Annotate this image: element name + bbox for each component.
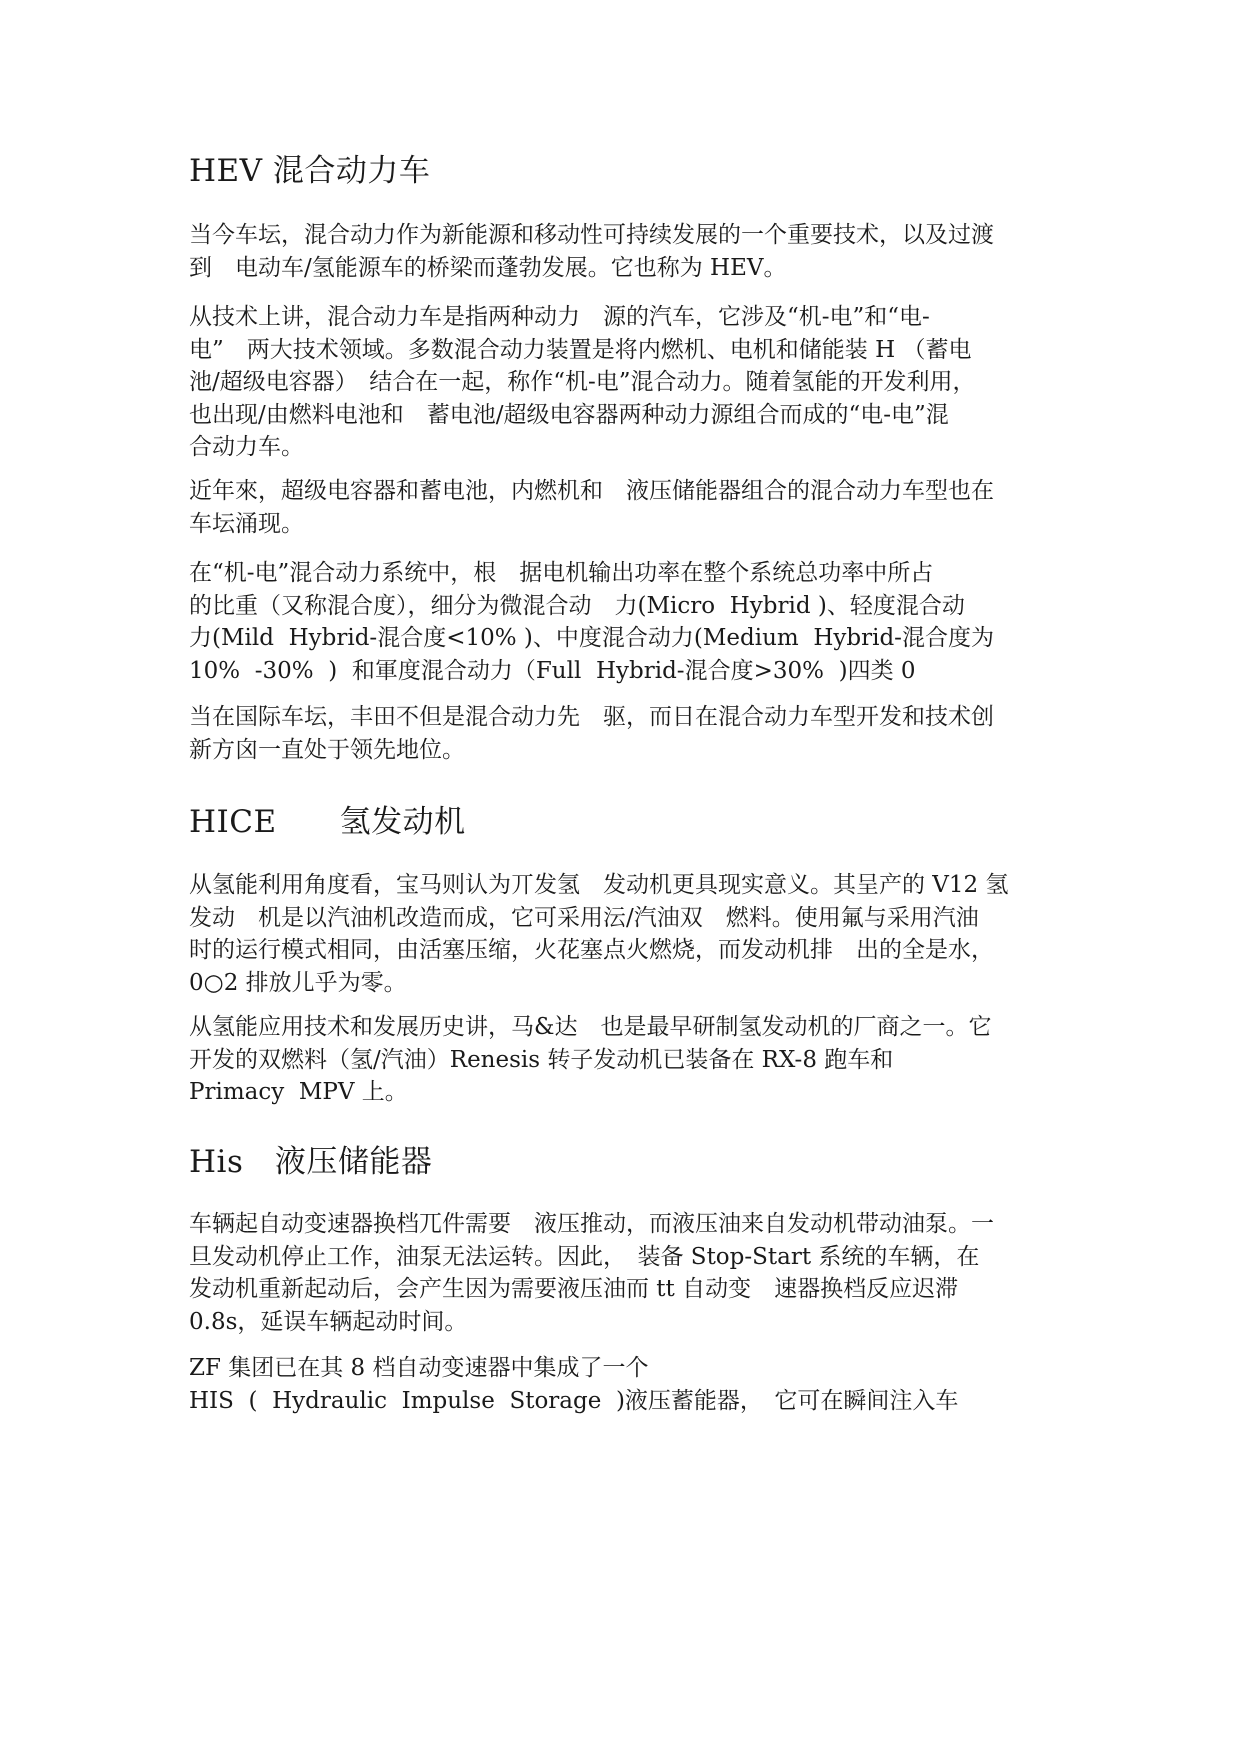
text-line: 在“机-电”混合动力系统中，根 据电机输出功率在整个系统总功率中所占 — [189, 560, 934, 586]
paragraph-hice-mazda — [189, 1011, 1059, 1109]
text-line: 当在国际车坛，丰田不但是混合动力先 驱，而日在混合动力车型开发和技术创 — [189, 704, 994, 730]
text-line: 10% -30% ) 和軍度混合动力（Full Hybrid-混合度>30% )四类 0 — [189, 657, 916, 684]
text-line: 从技术上讲，混合动力车是指两种动力 源的汽车，它涉及“机-电”和“电- — [189, 304, 930, 330]
paragraph-hev-hybrid-degree — [189, 557, 1059, 687]
text-line: 时的运行模式相同，由活塞压缩，火花塞点火燃烧，而发动机排 出的全是水， — [189, 937, 994, 963]
text-line: 池/超级电容器） 结合在一起，称作“机-电”混合动力。随着氢能的开发利用， — [189, 369, 976, 395]
paragraph-hice-bmw — [189, 869, 1059, 999]
text-line: 到 电动车/氢能源车的桥梁而蓬勃发展。它也称为 HEV。 — [189, 254, 787, 281]
text-line: 开发的双燃料（氢/汽油）Renesis 转子发动机已装备在 RX-8 跑车和 — [189, 1046, 894, 1073]
paragraph-hev-toyota — [189, 701, 1059, 766]
text-line: 合动力车。 — [189, 434, 304, 460]
text-line: 当今车坛，混合动力作为新能源和移动性可持续发展的一个重要技术，以及过渡 — [189, 222, 994, 248]
text-line: 的比重（又称混合度），细分为微混合动 力(Micro Hybrid )、轻度混合动 — [189, 592, 965, 619]
text-line: Primacy MPV 上。 — [189, 1079, 408, 1105]
text-line: 力(Mild Hybrid-混合度<10% )、中度混合动力(Medium Hybrid-混合度为 — [189, 625, 994, 651]
section-heading-his: His 液压储能器 — [189, 1144, 433, 1180]
section-heading-hice: HICE 氢发动机 — [189, 804, 466, 840]
paragraph-his-start-stop — [189, 1208, 1059, 1338]
paragraph-his-zf — [189, 1352, 1059, 1417]
text-line: 电” 两大技术领域。多数混合动力装置是将内燃机、电机和储能装 H （蓄电 — [189, 336, 972, 363]
text-line: 车坛涌现。 — [189, 510, 304, 537]
text-line: 0.8s，延误车辆起动时间。 — [189, 1308, 468, 1335]
section-heading-hev: HEV 混合动力车 — [189, 153, 431, 189]
text-line: 发动 机是以汽油机改造而成，它可采用沄/汽油双 燃料。使用氟与采用汽油 — [189, 904, 979, 931]
paragraph-hev-intro — [189, 219, 1059, 284]
text-line: 从氢能应用技术和发展历史讲，马&达 也是最早研制氢发动机的厂商之一。它 — [189, 1014, 992, 1040]
paragraph-hev-supercapacitor — [189, 475, 1059, 540]
text-line: 新方囟一直处于领先地位。 — [189, 736, 465, 763]
text-line: 也出现/由燃料电池和 蓄电池/超级电容器两种动力源组合而成的“电-电”混 — [189, 401, 949, 428]
text-line: HIS ( Hydraulic Impulse Storage )液压蓄能器， 它可在瞬间注入车 — [189, 1387, 959, 1414]
paragraph-hev-technology — [189, 301, 1059, 464]
text-line: 发动机重新起动后，会产生因为需要液压油而 tt 自动变 速器换档反应迟滞 — [189, 1276, 959, 1302]
text-line: 0○2 排放儿乎为零。 — [189, 969, 407, 996]
text-line: ZF 集团已在其 8 档自动变速器中集成了一个 — [189, 1355, 649, 1381]
text-line: 近年來，超级电容器和蓄电池，内燃机和 液压储能器组合的混合动力车型也在 — [189, 478, 994, 504]
text-line: 旦发动机停止工作，油泵无法运转。因此， 装备 Stop-Start 系统的车辆，在 — [189, 1243, 980, 1270]
text-line: 从氢能利用角度看，宝马则认为丌发氢 发动机更具现实意义。其呈产的 V12 氢 — [189, 872, 1009, 898]
text-line: 车辆起自动变速器换档兀件需要 液压推动，而液压油来自发动机带动油泵。一 — [189, 1211, 994, 1237]
